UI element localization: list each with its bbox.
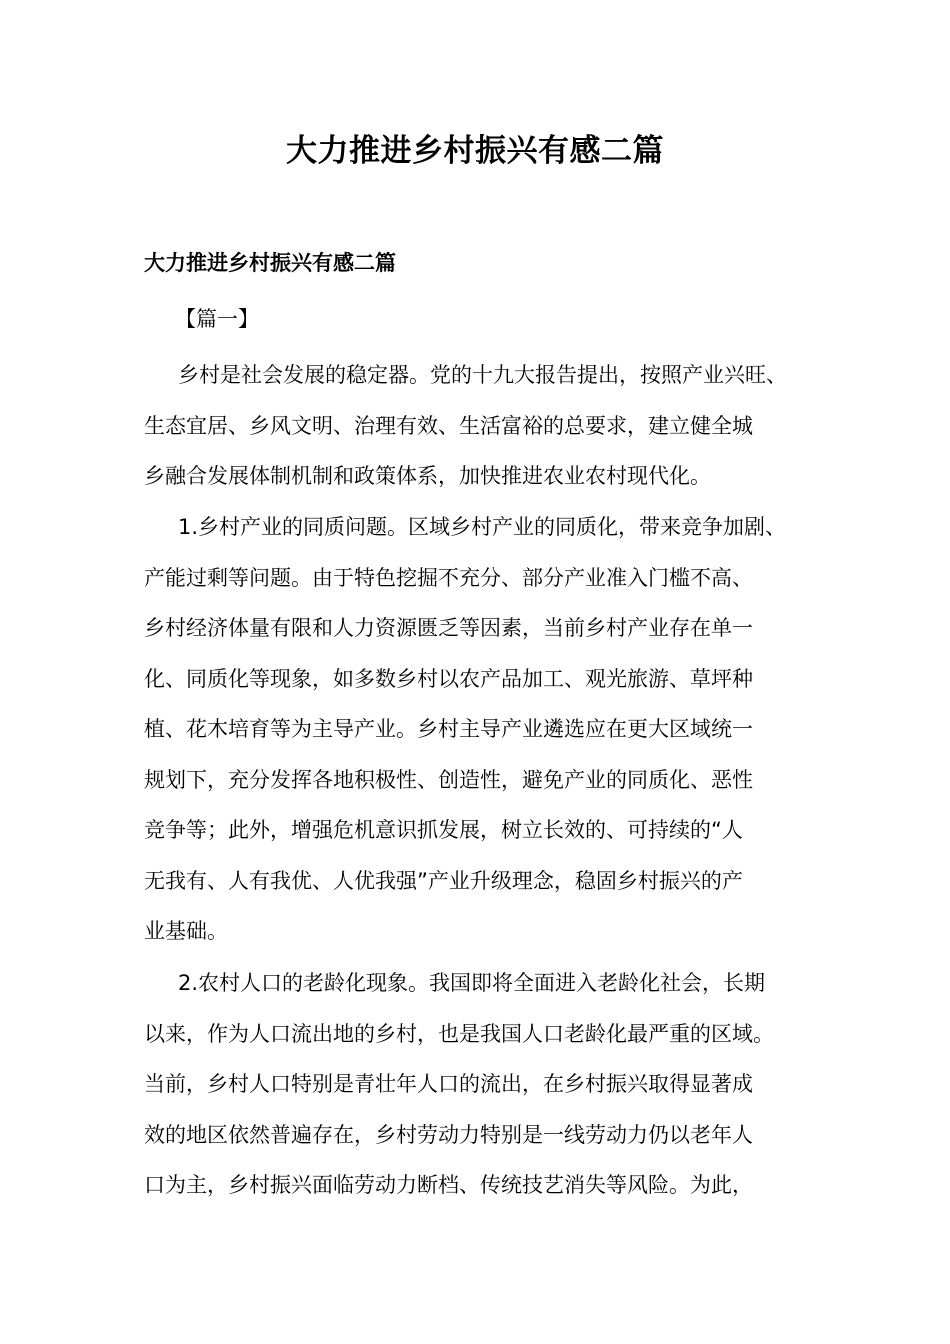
paragraph-line: 植、花木培育等为主导产业。乡村主导产业遴选应在更大区域统一 (144, 717, 753, 741)
paragraph-line: 规划下，充分发挥各地积极性、创造性，避免产业的同质化、恶性 (144, 767, 753, 792)
paragraph-line: 产能过剩等问题。由于特色挖掘不充分、部分产业准入门槛不高、 (144, 565, 753, 590)
paragraph-line: 以来，作为人口流出地的乡村，也是我国人口老龄化最严重的区域。 (144, 1021, 774, 1046)
paragraph-line: 竞争等；此外，增强危机意识抓发展，树立长效的、可持续的“人 (144, 818, 743, 842)
paragraph-line: 乡村是社会发展的稳定器。党的十九大报告提出，按照产业兴旺、 (178, 363, 787, 387)
section-marker: 【篇一】 (175, 307, 259, 331)
paragraph-line: 业基础。 (144, 919, 228, 943)
paragraph-line: 乡村经济体量有限和人力资源匮乏等因素，当前乡村产业存在单一 (144, 616, 753, 640)
paragraph-line: 乡融合发展体制机制和政策体系，加快推进农业农村现代化。 (144, 464, 711, 488)
paragraph-line: 1.乡村产业的同质问题。区域乡村产业的同质化，带来竞争加剧、 (178, 515, 787, 539)
paragraph-intro (144, 358, 824, 510)
paragraph-line: 当前，乡村人口特别是青壮年人口的流出，在乡村振兴取得显著成 (144, 1072, 753, 1096)
paragraph-line: 2.农村人口的老龄化现象。我国即将全面进入老龄化社会，长期 (178, 971, 766, 995)
paragraph-line: 无我有、人有我优、人优我强”产业升级理念，稳固乡村振兴的产 (144, 868, 743, 893)
paragraph-line: 化、同质化等现象，如多数乡村以农产品加工、观光旅游、草坪种 (144, 666, 753, 691)
paragraph-industry-homogeneity (144, 510, 824, 965)
paragraph-line: 效的地区依然普遍存在，乡村劳动力特别是一线劳动力仍以老年人 (144, 1122, 753, 1147)
document-subheading: 大力推进乡村振兴有感二篇 (144, 251, 396, 275)
document-title: 大力推进乡村振兴有感二篇 (286, 133, 664, 169)
paragraph-line: 口为主，乡村振兴面临劳动力断档、传统技艺消失等风险。为此， (144, 1173, 753, 1197)
paragraph-line: 生态宜居、乡风文明、治理有效、生活富裕的总要求，建立健全城 (144, 413, 753, 438)
paragraph-rural-aging (144, 966, 824, 1219)
